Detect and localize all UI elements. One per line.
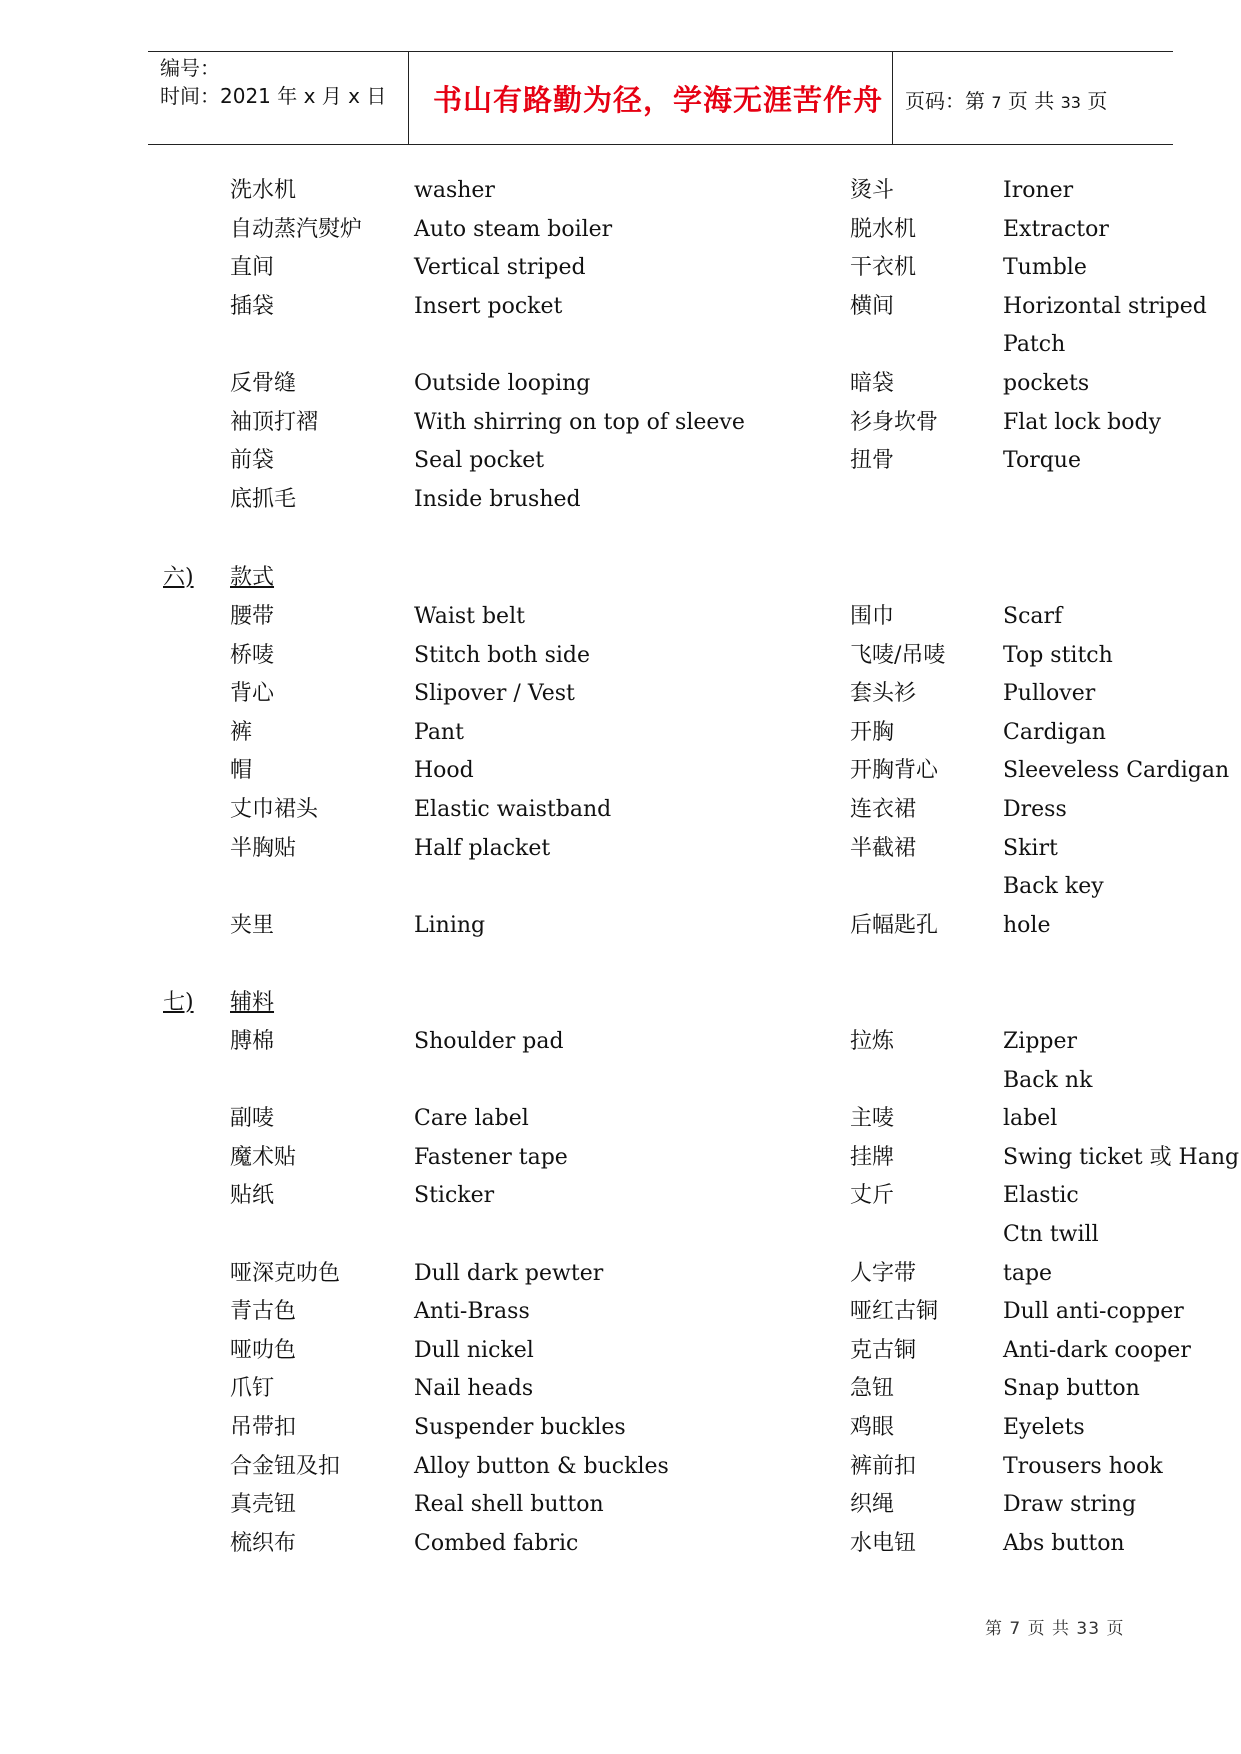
header-date: 时间：2021 年 x 月 x 日 (160, 84, 387, 108)
header-divider-left (408, 51, 409, 144)
term-en-right: Swing ticket 或 Hang (1003, 1145, 1240, 1170)
term-en-left: Waist belt (414, 604, 525, 629)
term-zh-right: 开胸背心 (850, 758, 939, 783)
term-zh-right: 半截裙 (850, 836, 917, 861)
term-zh-right: 扭骨 (850, 448, 895, 473)
glossary-row (0, 1220, 1241, 1250)
glossary-row (0, 1027, 1241, 1057)
glossary-row (0, 795, 1241, 825)
term-zh-left: 哑深克叻色 (230, 1261, 341, 1286)
term-zh-left: 自动蒸汽熨炉 (230, 217, 363, 242)
term-en-left: Inside brushed (414, 487, 581, 512)
term-zh-right: 干衣机 (850, 255, 917, 280)
term-en-right: Anti-dark cooper (1003, 1338, 1191, 1363)
term-zh-left: 真壳钮 (230, 1492, 297, 1517)
glossary-row (0, 1490, 1241, 1520)
glossary-row (0, 1297, 1241, 1327)
term-zh-left: 底抓毛 (230, 487, 297, 512)
glossary-row (0, 1066, 1241, 1096)
glossary-row (0, 330, 1241, 360)
term-en-left: Half placket (414, 836, 551, 861)
term-zh-right: 裤前扣 (850, 1454, 917, 1479)
term-en-left: Hood (414, 758, 474, 783)
glossary-row (0, 872, 1241, 902)
term-en-left: Lining (414, 913, 486, 938)
section-title: 辅料 (230, 990, 275, 1015)
term-en-right: Tumble (1003, 255, 1087, 280)
header-meta (160, 54, 386, 110)
glossary-row (0, 602, 1241, 632)
term-en-left: Alloy button & buckles (414, 1454, 669, 1479)
term-en-right: Trousers hook (1003, 1454, 1163, 1479)
term-en-right: Horizontal striped (1003, 294, 1207, 319)
term-en-right: Top stitch (1003, 643, 1113, 668)
term-en-right: Elastic (1003, 1183, 1079, 1208)
term-zh-right: 衫身坎骨 (850, 410, 939, 435)
section-number: 七) (163, 990, 194, 1015)
header-serial-label: 编号： (160, 56, 220, 80)
term-zh-left: 反骨缝 (230, 371, 297, 396)
term-en-left: Shoulder pad (414, 1029, 564, 1054)
term-zh-left: 背心 (230, 681, 275, 706)
term-zh-left: 合金钮及扣 (230, 1454, 341, 1479)
glossary-row (0, 1181, 1241, 1211)
term-zh-left: 哑叻色 (230, 1338, 297, 1363)
term-zh-left: 青古色 (230, 1299, 297, 1324)
term-en-left: Combed fabric (414, 1531, 579, 1556)
term-en-right: Sleeveless Cardigan (1003, 758, 1230, 783)
term-zh-right: 烫斗 (850, 178, 895, 203)
glossary-row (0, 292, 1241, 322)
term-en-right: Snap button (1003, 1376, 1140, 1401)
glossary-row (0, 446, 1241, 476)
glossary-row (0, 253, 1241, 283)
term-zh-left: 梳织布 (230, 1531, 297, 1556)
glossary-row (0, 1336, 1241, 1366)
term-zh-left: 副唛 (230, 1106, 275, 1131)
glossary-row (0, 485, 1241, 515)
glossary-row (0, 369, 1241, 399)
section-title: 款式 (230, 565, 275, 590)
page-label-a: 页码：第 (905, 89, 985, 113)
term-en-left: Dull nickel (414, 1338, 534, 1363)
term-zh-right: 连衣裙 (850, 797, 917, 822)
term-zh-right: 急钮 (850, 1376, 895, 1401)
header-top-rule (148, 51, 1173, 52)
term-zh-right: 人字带 (850, 1261, 917, 1286)
page-footer: 第 7 页 共 33 页 (985, 1619, 1125, 1639)
glossary-row (0, 408, 1241, 438)
header-divider-right (892, 51, 893, 144)
section-heading (0, 563, 1241, 593)
glossary-row (0, 215, 1241, 245)
glossary-row (0, 1529, 1241, 1559)
term-zh-right: 围巾 (850, 604, 895, 629)
term-en-right: Draw string (1003, 1492, 1137, 1517)
term-zh-right: 飞唛/吊唛 (850, 643, 946, 668)
page-label-c: 页 (1087, 89, 1108, 113)
term-zh-right: 后幅匙孔 (850, 913, 939, 938)
term-en-right: Cardigan (1003, 720, 1106, 745)
term-en-right: hole (1003, 913, 1051, 938)
term-en-right: pockets (1003, 371, 1090, 396)
term-en-left: Real shell button (414, 1492, 604, 1517)
glossary-row (0, 641, 1241, 671)
term-en-left: Slipover / Vest (414, 681, 575, 706)
section-heading (0, 988, 1241, 1018)
term-en-right: Torque (1003, 448, 1081, 473)
term-zh-left: 爪钉 (230, 1376, 275, 1401)
term-en-right: Ctn twill (1003, 1222, 1099, 1247)
term-zh-left: 半胸贴 (230, 836, 297, 861)
term-en-left: Elastic waistband (414, 797, 612, 822)
term-zh-left: 夹里 (230, 913, 275, 938)
term-en-left: Fastener tape (414, 1145, 568, 1170)
glossary-row (0, 1143, 1241, 1173)
term-zh-right: 主唛 (850, 1106, 895, 1131)
glossary-row (0, 1104, 1241, 1134)
term-zh-left: 插袋 (230, 294, 275, 319)
term-zh-left: 膊棉 (230, 1029, 275, 1054)
term-zh-left: 丈巾裙头 (230, 797, 319, 822)
term-en-right: Eyelets (1003, 1415, 1085, 1440)
term-zh-right: 哑红古铜 (850, 1299, 939, 1324)
section-number: 六) (163, 565, 194, 590)
term-en-left: Nail heads (414, 1376, 534, 1401)
term-en-left: Insert pocket (414, 294, 563, 319)
term-en-right: Scarf (1003, 604, 1063, 629)
term-zh-left: 前袋 (230, 448, 275, 473)
page-total: 33 (1060, 93, 1081, 112)
term-zh-left: 魔术贴 (230, 1145, 297, 1170)
term-zh-left: 桥唛 (230, 643, 275, 668)
term-zh-left: 帽 (230, 758, 253, 783)
term-zh-right: 套头衫 (850, 681, 917, 706)
term-en-left: With shirring on top of sleeve (414, 410, 745, 435)
term-en-left: Stitch both side (414, 643, 591, 668)
page-current: 7 (991, 93, 1002, 112)
term-zh-left: 裤 (230, 720, 253, 745)
term-en-left: Seal pocket (414, 448, 545, 473)
glossary-row (0, 718, 1241, 748)
header-bottom-rule (148, 144, 1173, 145)
term-en-right: Patch (1003, 332, 1066, 357)
term-en-left: Outside looping (414, 371, 591, 396)
glossary-row (0, 1259, 1241, 1289)
term-en-right: Extractor (1003, 217, 1109, 242)
term-en-left: Suspender buckles (414, 1415, 626, 1440)
term-zh-left: 贴纸 (230, 1183, 275, 1208)
term-zh-left: 腰带 (230, 604, 275, 629)
term-en-left: Vertical striped (414, 255, 586, 280)
term-zh-right: 挂牌 (850, 1145, 895, 1170)
glossary-row (0, 176, 1241, 206)
term-en-right: Flat lock body (1003, 410, 1162, 435)
page-label-b: 页 共 (1007, 89, 1055, 113)
term-zh-left: 袖顶打褶 (230, 410, 319, 435)
term-en-right: Dress (1003, 797, 1067, 822)
term-en-right: Back key (1003, 874, 1104, 899)
term-en-right: label (1003, 1106, 1058, 1131)
term-zh-right: 横间 (850, 294, 895, 319)
term-zh-right: 丈斤 (850, 1183, 895, 1208)
term-zh-right: 克古铜 (850, 1338, 917, 1363)
term-en-right: tape (1003, 1261, 1053, 1286)
term-zh-right: 拉炼 (850, 1029, 895, 1054)
term-en-left: Sticker (414, 1183, 495, 1208)
glossary-row (0, 1413, 1241, 1443)
term-en-right: Back nk (1003, 1068, 1093, 1093)
term-en-right: Skirt (1003, 836, 1058, 861)
glossary-row (0, 911, 1241, 941)
glossary-row (0, 834, 1241, 864)
term-en-left: Dull dark pewter (414, 1261, 604, 1286)
term-zh-left: 吊带扣 (230, 1415, 297, 1440)
term-zh-right: 开胸 (850, 720, 895, 745)
term-en-right: Pullover (1003, 681, 1096, 706)
glossary-row (0, 1452, 1241, 1482)
term-zh-right: 脱水机 (850, 217, 917, 242)
term-en-left: washer (414, 178, 495, 203)
glossary-row (0, 679, 1241, 709)
term-en-left: Anti-Brass (414, 1299, 530, 1324)
term-zh-right: 鸡眼 (850, 1415, 895, 1440)
term-zh-right: 暗袋 (850, 371, 895, 396)
glossary-row (0, 1374, 1241, 1404)
term-en-left: Pant (414, 720, 464, 745)
header-page-number (905, 85, 1107, 114)
term-en-right: Ironer (1003, 178, 1074, 203)
term-en-left: Care label (414, 1106, 529, 1131)
term-en-right: Zipper (1003, 1029, 1078, 1054)
header-motto: 书山有路勤为径，学海无涯苦作舟 (433, 83, 884, 117)
term-en-right: Abs button (1003, 1531, 1125, 1556)
glossary-row (0, 756, 1241, 786)
term-en-left: Auto steam boiler (414, 217, 613, 242)
term-zh-right: 织绳 (850, 1492, 895, 1517)
term-zh-left: 直间 (230, 255, 275, 280)
term-zh-left: 洗水机 (230, 178, 297, 203)
term-en-right: Dull anti-copper (1003, 1299, 1184, 1324)
term-zh-right: 水电钮 (850, 1531, 917, 1556)
